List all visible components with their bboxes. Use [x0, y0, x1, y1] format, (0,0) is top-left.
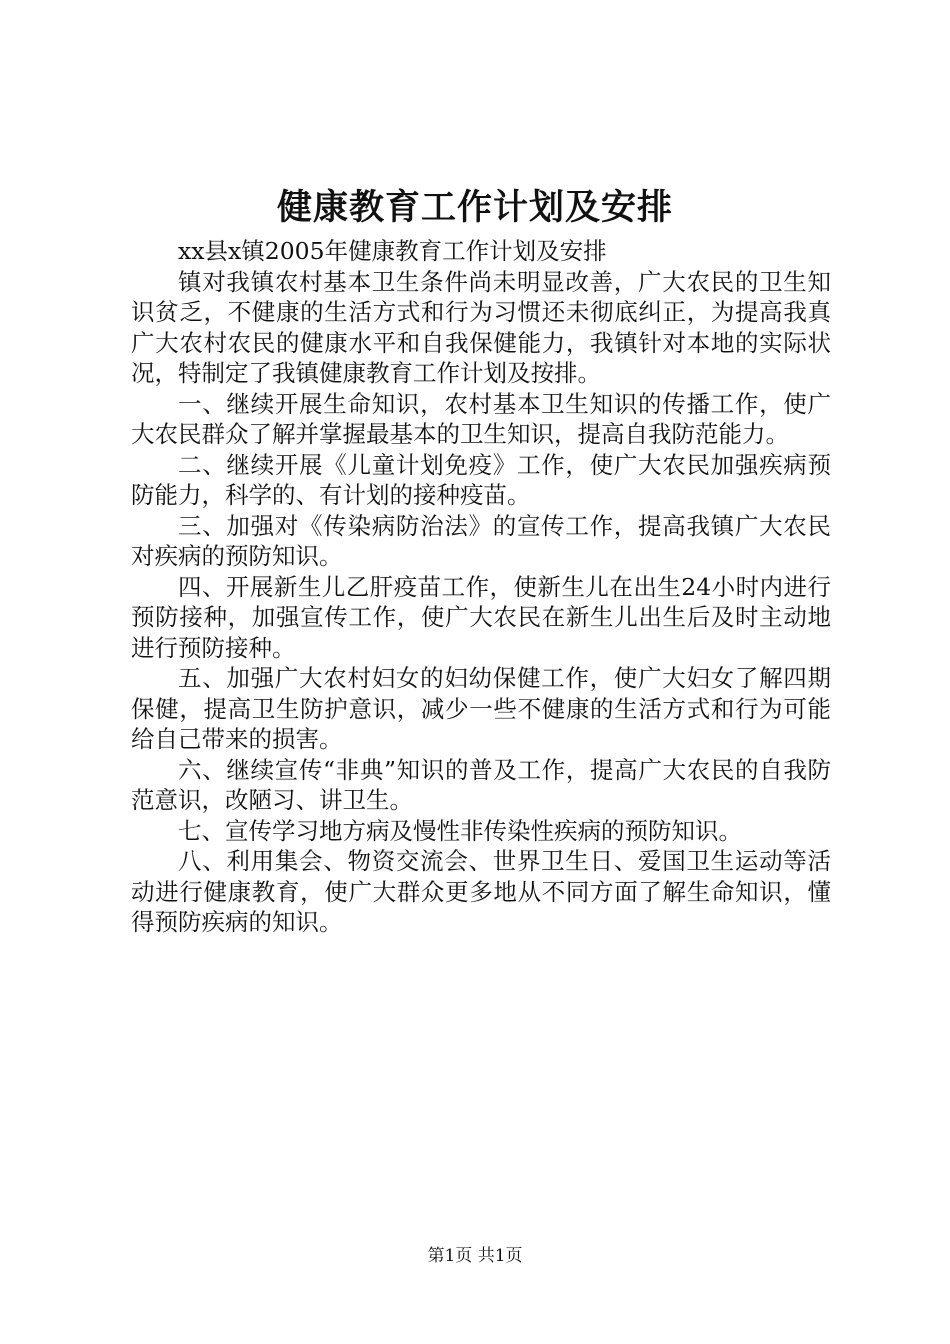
paragraph-item-7: 七、宣传学习地方病及慢性非传染性疾病的预防知识。 [178, 816, 742, 845]
paragraph-item-3: 三、加强对《传染病防治法》的宣传工作，提高我镇广大农民对疾病的预防知识。 [131, 511, 831, 570]
paragraph-item-5: 五、加强广大农村妇女的妇幼保健工作，使广大妇女了解四期保健，提高卫生防护意识，减少一些不健康的生活方式和行为可能给自己带来的损害。 [131, 664, 831, 753]
paragraph-item-6: 六、继续宣传“非典”知识的普及工作，提高广大农民的自我防范意识，改陋习、讲卫生。 [131, 755, 831, 814]
paragraph-item-1: 一、继续开展生命知识，农村基本卫生知识的传播工作，使广大农民群众了解并掌握最基本的卫生知识，提高自我防范能力。 [131, 389, 831, 448]
paragraph-item-2: 二、继续开展《儿童计划免疫》工作，使广大农民加强疾病预防能力，科学的、有计划的接种疫苗。 [131, 450, 831, 509]
document-body [131, 236, 831, 938]
document-title: 健康教育工作计划及安排 [276, 187, 673, 228]
paragraph-item-4: 四、开展新生儿乙肝疫苗工作，使新生儿在出生24小时内进行预防接种，加强宣传工作，使广大农民在新生儿出生后及时主动地进行预防接种。 [131, 572, 831, 662]
paragraph-item-8: 八、利用集会、物资交流会、世界卫生日、爱国卫生运动等活动进行健康教育，使广大群众更多地从不同方面了解生命知识，懂得预防疾病的知识。 [131, 847, 831, 936]
page-footer: 第1页 共1页 [427, 1246, 523, 1266]
paragraph-intro: 镇对我镇农村基本卫生条件尚未明显改善，广大农民的卫生知识贫乏，不健康的生活方式和行为习惯还未彻底纠正，为提高我真广大农村农民的健康水平和自我保健能力，我镇针对本地的实际状况，特制定了我镇健康教育工作计划及按排。 [131, 267, 831, 387]
paragraph-subtitle: xx县x镇2005年健康教育工作计划及安排 [178, 237, 607, 265]
